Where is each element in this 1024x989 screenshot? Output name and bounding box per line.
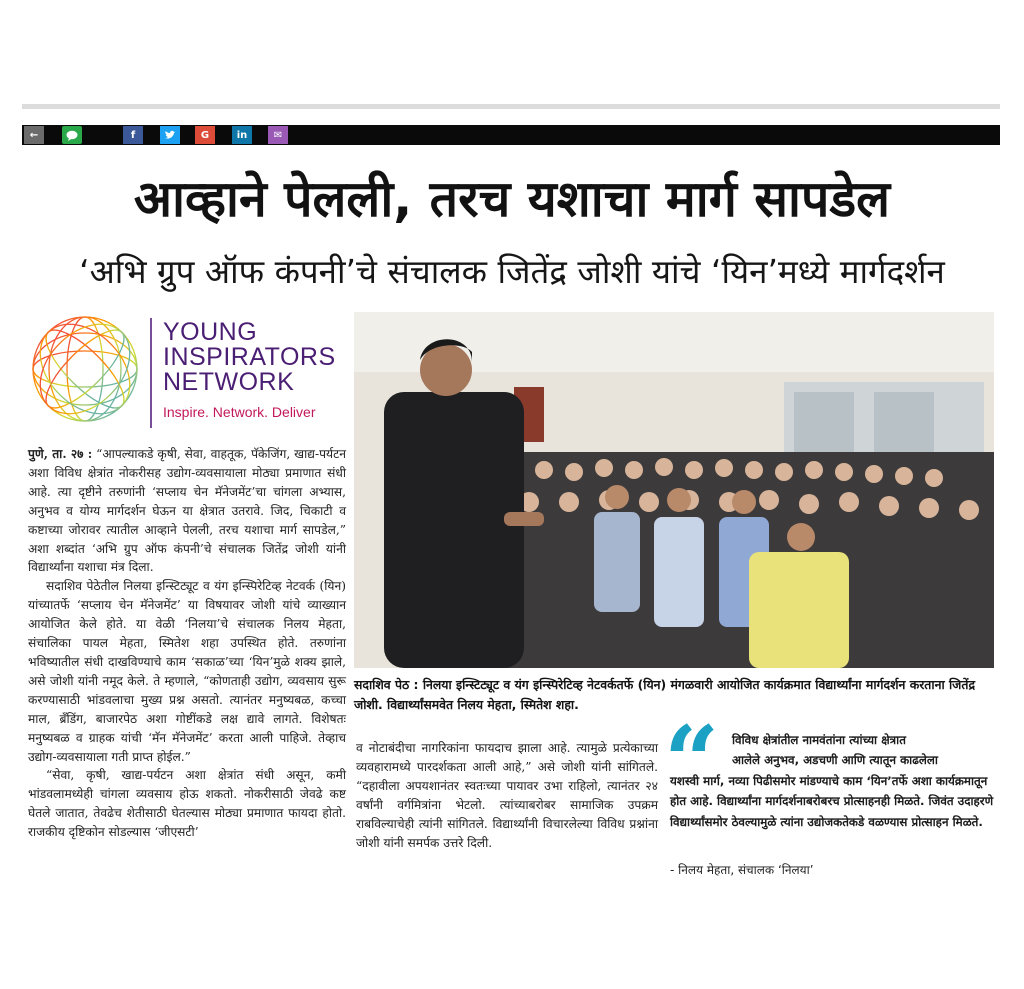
logo-wordmark [163,320,336,423]
pull-quote-attribution: - निलय मेहता, संचालक ‘निलया’ [670,863,814,877]
chat-icon[interactable] [62,126,82,144]
article-subheadline: ‘अभि ग्रुप ऑफ कंपनी’चे संचालक जितेंद्र जोशी यांचे ‘यिन’मध्ये मार्गदर्शन [79,252,945,291]
paragraph-1 [28,445,346,577]
paragraph-1-text: “आपल्याकडे कृषी, सेवा, वाहतूक, पॅकेजिंग, खाद्य-पर्यटन अशा विविध क्षेत्रांत नोकरीसह उद्योग-व्यवसायाला मोठ्या प्रमाणात संधी आहे. त्या दृष्टीने तरुणांनी ‘सप्लाय चेन मॅनेजमेंट’चा चांगला अभ्यास, अनुभव व योग्य मार्गदर्शन घेऊन या क्षेत्रात उतरावे. जिद, चिकाटी व कष्टाच्या जोरावर त्यातील आव्हाने पेलली, तरच यशाचा मार्ग सापडेल,” अशा शब्दांत ‘अभि ग्रुप ऑफ कंपनी’चे संचालक जितेंद्र जोशी यांनी विद्यार्थ्यांना यशाचा मंत्र दिला. [28,447,346,575]
dateline: पुणे, ता. २७ : [28,447,93,461]
paragraph-4: व नोटाबंदीचा नागरिकांना फायदाच झाला आहे. त्यामुळे प्रत्येकाच्या व्यवहारामध्ये पारदर्शकता आली आहे,” असे जोशी यांनी सांगितले. “दहावीला अपयशानंतर स्वतःच्या पायावर उभा राहिलो, त्यानंतर २४ वर्षांनी वर्गमित्रांना भेटलो. त्यांच्याबरोबर सामाजिक उपक्रम राबविल्याचेही त्यांनी सांगितले. विद्यार्थ्यांनी विचारलेल्या विविध प्रश्नांना जोशी यांनी समर्पक उत्तरे दिली. [356,741,658,850]
linkedin-icon[interactable]: in [232,126,252,144]
article-headline: आव्हाने पेलली, तरच यशाचा मार्ग सापडेल [133,170,891,228]
twitter-bird-shape [164,130,176,140]
paragraph-3: “सेवा, कृषी, खाद्य-पर्यटन अशा क्षेत्रांत संधी असून, कमी भांडवलामध्येही चांगला व्यवसाय होऊ शकतो. नोकरीसाठी जेवढे कष्ट घेतले जातात, तेवढेच शेतीसाठी घेतल्यास मोठ्या प्रमाणात फायदा होतो. राजकीय दृष्टिकोन सोडल्यास ‘जीएसटी’ [28,768,346,840]
logo-line-network: NETWORK [163,368,295,396]
article-column-left [28,445,346,842]
google-icon[interactable]: G [195,126,215,144]
facebook-icon[interactable]: f [123,126,143,144]
back-arrow-icon[interactable]: ← [24,126,44,144]
quote-mark-icon: “ [664,705,720,818]
article-column-middle [356,739,658,852]
pull-quote [670,730,998,832]
pull-quote-line-1: विविध क्षेत्रांतील नामवंतांना त्यांच्या क्षेत्रात [732,733,906,747]
top-divider [22,104,1000,109]
event-photo [354,312,994,668]
pull-quote-line-2: आलेले अनुभव, अडचणी आणि त्यातून काढलेला [732,753,938,768]
pull-quote-rest: यशस्वी मार्ग, नव्या पिढीसमोर मांडण्याचे काम ‘यिन’तर्फे अशा कार्यक्रमातून होत आहे. विद्यार्थ्यांना मार्गदर्शनाबरोबरच प्रोत्साहनही मिळते. जिवंत उदाहरणे विद्यार्थ्यांसमोर ठेवल्यामुळे त्यांना उद्योजकतेकडे वळण्यास प्रोत्साहन मिळते. [670,773,994,829]
logo-divider [150,318,152,428]
share-bar [22,125,1000,145]
email-icon[interactable]: ✉ [268,126,288,144]
logo-line-inspirators: INSPIRATORS [163,343,336,371]
logo-tagline: Inspire. Network. Deliver [163,404,316,420]
logo-line-young: YOUNG [163,318,258,346]
photo-caption: सदाशिव पेठ : निलया इन्स्टिट्यूट व यंग इन्स्पिरेटिव्ह नेटवर्कतर्फे (यिन) मंगळवारी आयोजित कार्यक्रमात विद्यार्थ्यांना मार्गदर्शन करताना जितेंद्र जोशी. विद्यार्थ्यांसमवेत निलय मेहता, स्मितेश शहा. [354,677,976,712]
paragraph-2: सदाशिव पेठेतील निलया इन्स्टिट्यूट व यंग इन्स्पिरेटिव्ह नेटवर्क (यिन) यांच्यातर्फे ‘सप्लाय चेन मॅनेजमेंट’ या विषयावर जोशी यांचे व्याख्यान आयोजित केले होते. या वेळी ‘निलया’चे संचालक निलय मेहता, संचालिका पायल मेहता, स्मितेश शहा उपस्थित होते. तरुणांना भविष्यातील संधी दाखविण्याचे काम ‘सकाळ’च्या ‘यिन’मुळे शक्य झाले, असे जोशी यांनी नमूद केले. ते म्हणाले, “कोणताही उद्योग, व्यवसाय सुरू करण्यासाठी भांडवलाचा मुख्य प्रश्न असतो. त्यानंतर मनुष्यबळ, कच्चा माल, ब्रँडिंग, बाजारपेठ अशा गोष्टींकडे लक्ष द्यावे लागते. विशेषतः मनुष्यबळ व ग्राहक यांची ‘मॅन मॅनेजमेंट’ करता आली पाहिजे. तेव्हाच उद्योग-व्यवसायाला गती प्राप्त होईल.” [28,579,346,764]
chat-bubble-shape [66,130,78,141]
twitter-icon[interactable] [160,126,180,144]
